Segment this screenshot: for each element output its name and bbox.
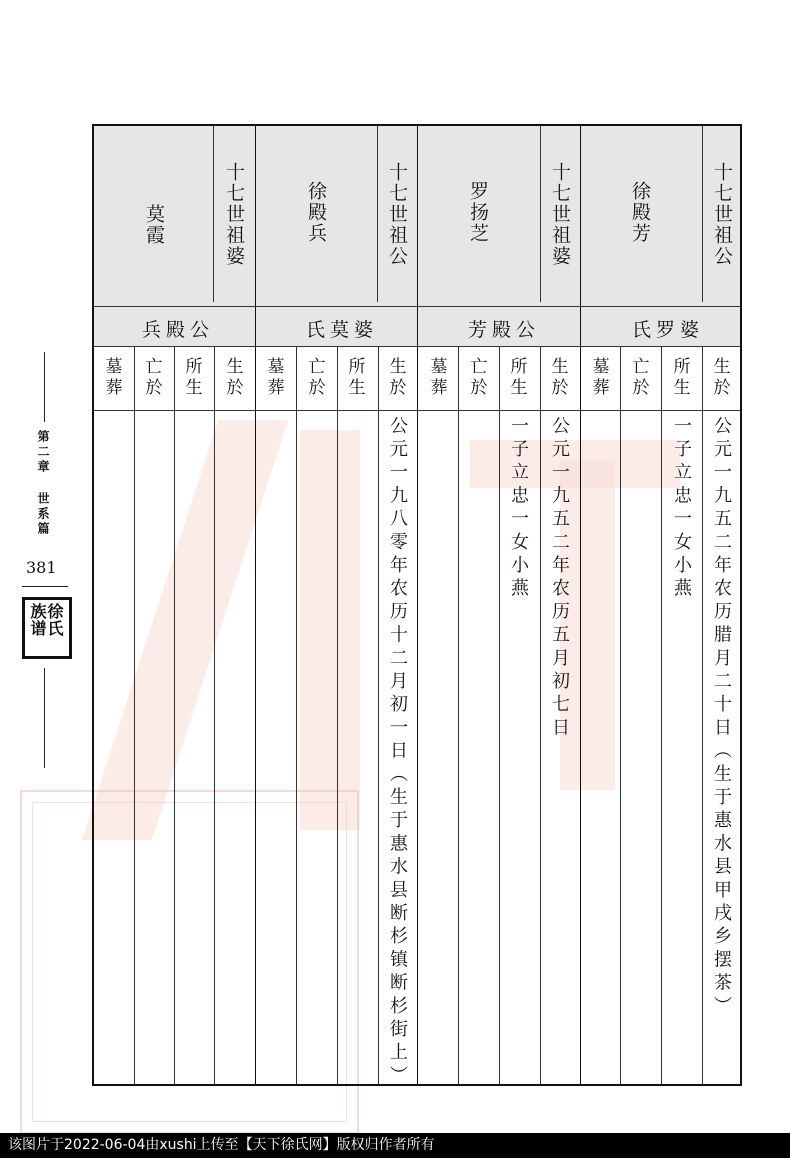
field-divider bbox=[378, 346, 379, 1084]
generation-label: 十七世祖婆 bbox=[549, 162, 571, 267]
spouse-label: 兵殿公 bbox=[142, 319, 215, 341]
children-value: 一子立忠一女小燕 bbox=[508, 416, 529, 602]
field-burial: 墓 葬 bbox=[592, 357, 610, 398]
person-name: 徐殿兵 bbox=[305, 181, 327, 244]
page-number-rule bbox=[22, 586, 68, 587]
person-name: 罗扬芝 bbox=[467, 181, 489, 244]
field-died: 亡 於 bbox=[145, 357, 163, 398]
field-divider bbox=[134, 346, 135, 1084]
children-value: 一子立忠一女小燕 bbox=[671, 416, 692, 602]
family-seal-logo: 徐 氏 族 谱 bbox=[22, 597, 72, 659]
field-born: 生 於 bbox=[226, 357, 244, 398]
born-value: 公元一九八零年农历十二月初一日（生于惠水县断杉镇断杉街上） bbox=[387, 416, 408, 1089]
field-divider bbox=[620, 346, 621, 1084]
field-divider bbox=[540, 346, 541, 1084]
field-burial: 墓 葬 bbox=[105, 357, 123, 398]
margin-rule-bottom bbox=[44, 668, 45, 768]
cell-divider bbox=[702, 126, 703, 302]
field-died: 亡 於 bbox=[632, 357, 650, 398]
field-divider bbox=[661, 346, 662, 1084]
field-divider bbox=[702, 346, 703, 1084]
cell-divider bbox=[377, 126, 378, 302]
born-value: 公元一九五二年农历五月初七日 bbox=[549, 416, 570, 741]
page-number: 381 bbox=[26, 558, 57, 577]
field-children: 所 生 bbox=[673, 357, 691, 398]
genealogy-table bbox=[92, 124, 742, 1089]
chapter-title: 第二章 世系篇 bbox=[36, 430, 50, 537]
generation-label: 十七世祖公 bbox=[386, 162, 408, 267]
field-died: 亡 於 bbox=[470, 357, 488, 398]
margin-rule-top bbox=[44, 352, 45, 422]
field-children: 所 生 bbox=[185, 357, 203, 398]
field-born: 生 於 bbox=[389, 357, 407, 398]
field-burial: 墓 葬 bbox=[267, 357, 285, 398]
field-divider bbox=[214, 346, 215, 1084]
generation-label: 十七世祖婆 bbox=[223, 162, 245, 267]
spouse-label: 氏莫婆 bbox=[306, 319, 379, 341]
field-born: 生 於 bbox=[713, 357, 731, 398]
upload-footer: 该图片于2022-06-04由xushi上传至【天下徐氏网】版权归作者所有 bbox=[0, 1133, 790, 1158]
field-divider bbox=[337, 346, 338, 1084]
field-divider bbox=[499, 346, 500, 1084]
group-divider bbox=[417, 126, 418, 1084]
field-burial: 墓 葬 bbox=[430, 357, 448, 398]
born-value: 公元一九五二年农历腊月二十日（生于惠水县甲戌乡摆茶） bbox=[711, 416, 732, 1020]
generation-label: 十七世祖公 bbox=[711, 162, 733, 267]
cell-divider bbox=[213, 126, 214, 302]
field-children: 所 生 bbox=[348, 357, 366, 398]
person-name: 徐殿芳 bbox=[629, 181, 651, 244]
field-children: 所 生 bbox=[510, 357, 528, 398]
group-divider bbox=[255, 126, 256, 1084]
spouse-label: 芳殿公 bbox=[468, 319, 541, 341]
spouse-label: 氏罗婆 bbox=[632, 319, 705, 341]
cell-divider bbox=[540, 126, 541, 302]
field-died: 亡 於 bbox=[308, 357, 326, 398]
group-divider bbox=[580, 126, 581, 1084]
field-divider bbox=[296, 346, 297, 1084]
field-born: 生 於 bbox=[551, 357, 569, 398]
field-divider bbox=[458, 346, 459, 1084]
person-name: 莫霞 bbox=[143, 204, 165, 246]
field-divider bbox=[174, 346, 175, 1084]
